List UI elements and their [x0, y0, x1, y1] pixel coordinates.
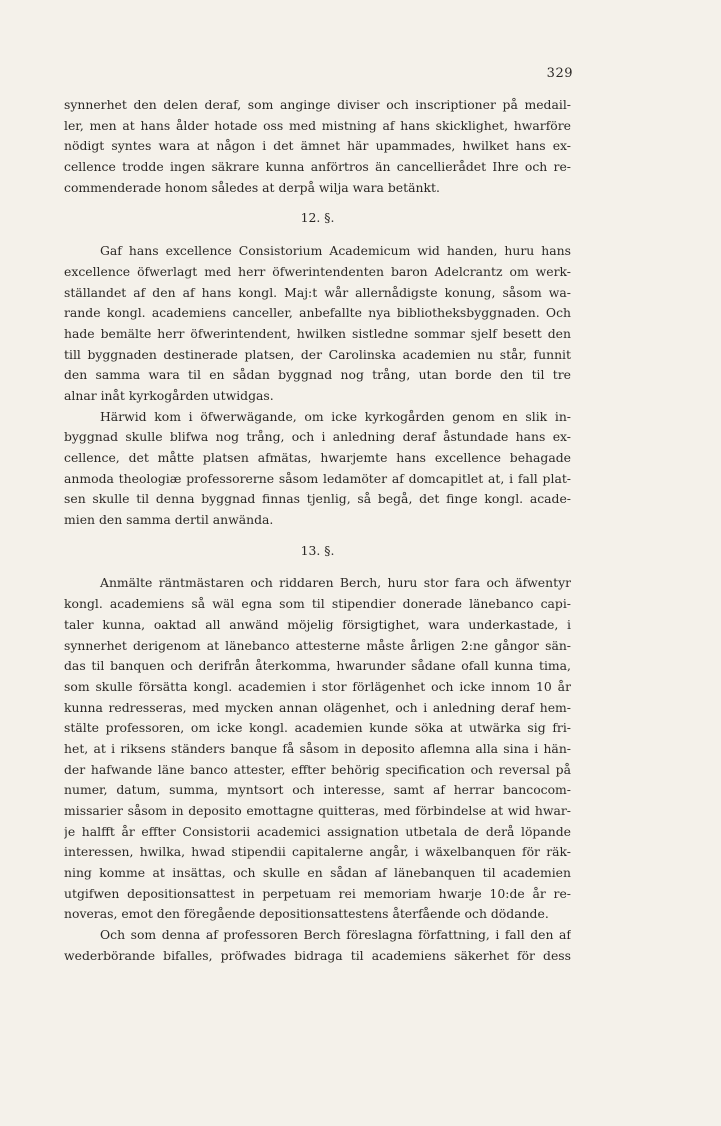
text-line: anmoda theologiæ professorerne såsom ledamöter af domcapitlet at, i fall plat-	[64, 470, 571, 486]
text-line: wederbörande bifalles, pröfwades bidraga til academiens säkerhet för dess	[64, 947, 571, 963]
text-line: synnerhet derigenom at länebanco attesterne måste årligen 2:ne gångor sän-	[64, 637, 571, 653]
text-line: noveras, emot den föregående depositionsattestens återfående och dödande.	[64, 906, 549, 922]
text-line: rande kongl. academiens canceller, anbefallte nya bibliotheksbyggnaden. Och	[64, 305, 571, 321]
text-line: missarier såsom in deposito emottagne quitteras, med förbindelse at wid hwar-	[64, 803, 571, 818]
text-line: utgifwen depositionsattest in perpetuam rei memoriam hwarje 10:de år re-	[64, 885, 571, 901]
text-block	[64, 95, 571, 967]
text-line: kongl. academiens så wäl egna som til stipendier donerade länebanco capi-	[64, 596, 571, 612]
page-number: 329	[546, 66, 573, 81]
text-line: alnar inåt kyrkogården utwidgas.	[64, 387, 274, 403]
text-line: till byggnaden destinerade platsen, der Carolinska academien nu står, funnit	[64, 346, 571, 362]
text-line: mien den samma dertil anwända.	[64, 512, 274, 528]
text-line: nödigt syntes wara at någon i det ämnet här upammades, hwilket hans ex-	[64, 138, 571, 154]
text-line: den samma wara til en sådan byggnad nog trång, utan borde den til tre	[64, 367, 571, 383]
text-line: je halfft år effter Consistorii academici assignation utbetala de derå löpande	[64, 823, 571, 839]
text-line: som skulle försätta kongl. academien i stor förlägenhet och icke innom 10 år	[64, 678, 571, 694]
text-line: sen skulle til denna byggnad finnas tjenlig, så begå, det finge kongl. acade-	[64, 491, 571, 507]
text-line: das til banquen och derifrån återkomma, hwarunder sådane ofall kunna tima,	[64, 658, 571, 674]
paragraph-section-13	[64, 573, 571, 966]
paragraph-section-12	[64, 241, 571, 531]
text-line: ler, men at hans ålder hotade oss med mistning af hans skicklighet, hwarföre	[64, 117, 571, 133]
text-line: ning komme at insättas, och skulle en sådan af länebanquen til academien	[64, 865, 571, 881]
paragraph-continuation	[64, 95, 571, 198]
text-line: taler kunna, oaktad all anwänd möjelig försigtighet, wara underkastade, i	[64, 616, 571, 632]
text-line: commenderade honom således at derpå wilja wara betänkt.	[64, 179, 440, 195]
text-line: hade bemälte herr öfwerintendent, hwilken sistledne sommar sjelf besett den	[64, 325, 571, 341]
text-line: cellence, det måtte platsen afmätas, hwarjemte hans excellence behagade	[64, 450, 571, 465]
text-line: excellence öfwerlagt med herr öfwerintendenten baron Adelcrantz om werk-	[64, 263, 571, 279]
section-heading-12: 12. §.	[300, 210, 335, 226]
text-line: Härwid kom i öfwerwägande, om icke kyrkogården genom en slik in-	[100, 408, 571, 424]
text-line: stälte professoren, om icke kongl. academien kunde söka at utwärka sig fri-	[64, 720, 571, 736]
text-line: cellence trodde ingen säkrare kunna anförtros än cancellierådet Ihre och re-	[64, 159, 571, 175]
section-heading-13: 13. §.	[300, 542, 335, 558]
text-line: Anmälte räntmästaren och riddaren Berch, huru stor fara och äfwentyr	[100, 575, 571, 591]
text-line: interessen, hwilka, hwad stipendii capitalerne angår, i wäxelbanquen för räk-	[64, 844, 571, 860]
text-line: der hafwande läne banco attester, effter behörig specification och reversal på	[64, 761, 571, 777]
text-line: synnerhet den delen deraf, som anginge diviser och inscriptioner på medail-	[64, 97, 571, 112]
text-line: ställandet af den af hans kongl. Maj:t wår allernådigste konung, såsom wa-	[64, 284, 571, 300]
text-line: kunna redresseras, med mycken annan olägenhet, och i anledning deraf hem-	[64, 699, 571, 715]
text-line: Och som denna af professoren Berch föreslagna författning, i fall den af	[100, 927, 571, 943]
text-line: numer, datum, summa, myntsort och interesse, samt af herrar bancocom-	[64, 782, 571, 798]
text-line: byggnad skulle blifwa nog trång, och i anledning deraf åstundade hans ex-	[64, 429, 571, 445]
text-line: Gaf hans excellence Consistorium Academicum wid handen, huru hans	[100, 243, 571, 259]
text-line: het, at i riksens ständers banque få såsom in deposito aflemna alla sina i hän-	[64, 740, 571, 756]
